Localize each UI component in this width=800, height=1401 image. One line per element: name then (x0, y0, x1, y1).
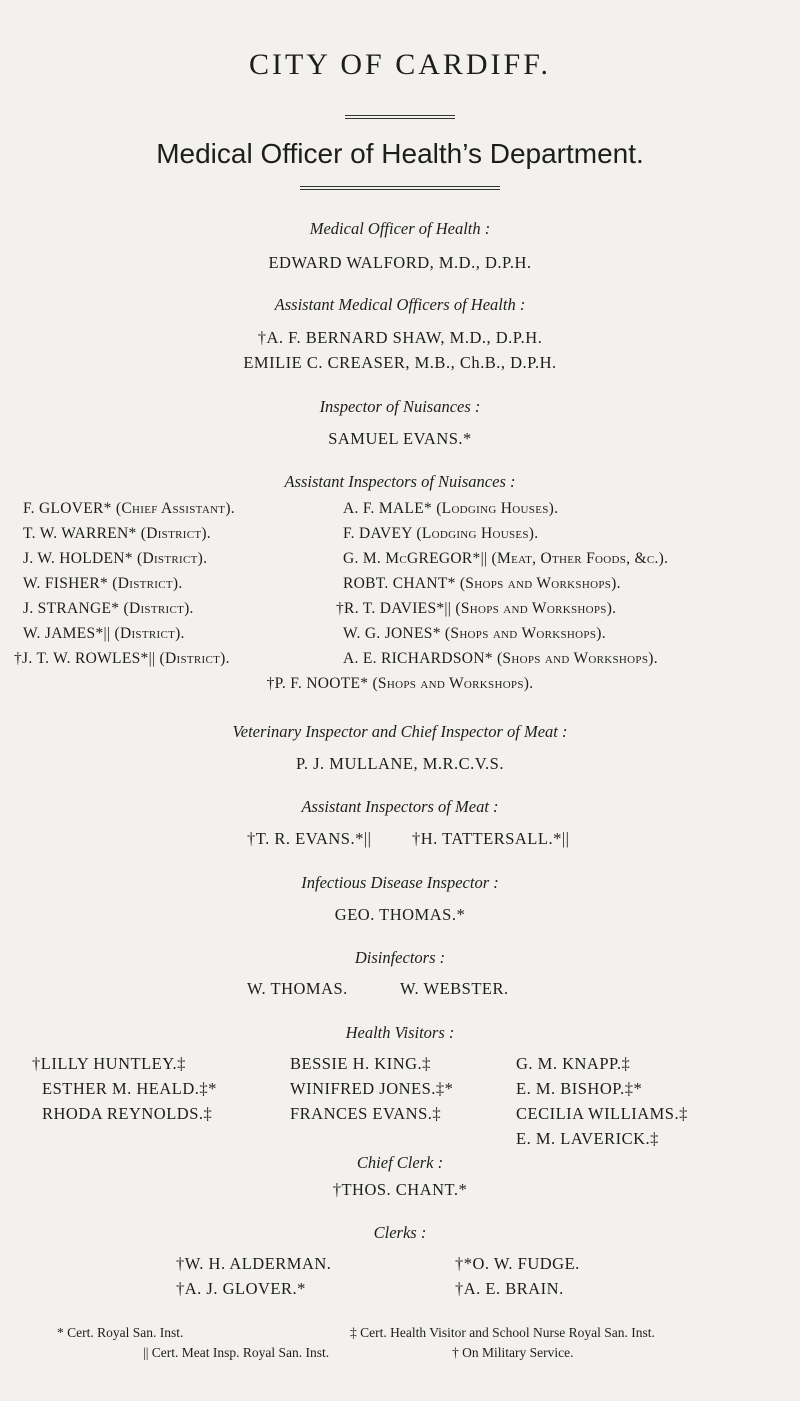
inspector-right-item: A. E. RICHARDSON* (Shops and Workshops). (343, 650, 658, 667)
inspector-right-item: W. G. JONES* (Shops and Workshops). (343, 625, 606, 642)
assistant-moh-label: Assistant Medical Officers of Health : (274, 295, 526, 314)
health-visitor-name: BESSIE H. KING.‡ (290, 1054, 431, 1073)
disinfector-name: W. THOMAS. (247, 979, 348, 998)
footnote: † On Military Service. (452, 1345, 574, 1360)
health-visitor-name: E. M. LAVERICK.‡ (516, 1129, 659, 1148)
health-visitor-name: E. M. BISHOP.‡* (516, 1079, 643, 1098)
chief-clerk-label: Chief Clerk : (356, 1153, 444, 1172)
moh-name: EDWARD WALFORD, M.D., D.P.H. (268, 253, 532, 272)
inspector-left-item: J. STRANGE* (District). (23, 600, 194, 617)
clerk-name: †A. E. BRAIN. (455, 1279, 564, 1298)
department-title: Medical Officer of Health’s Department. (156, 138, 644, 169)
assistant-inspectors-nuisances-label: Assistant Inspectors of Nuisances : (284, 472, 516, 491)
veterinary-label: Veterinary Inspector and Chief Inspector of Meat : (232, 722, 568, 741)
infectious-label: Infectious Disease Inspector : (301, 873, 499, 892)
disinfector-name: W. WEBSTER. (400, 979, 509, 998)
footnote: || Cert. Meat Insp. Royal San. Inst. (143, 1345, 330, 1360)
inspector-last-item: †P. F. NOOTE* (Shops and Workshops). (266, 675, 534, 692)
inspector-right-item: F. DAVEY (Lodging Houses). (343, 525, 539, 542)
clerks-label: Clerks : (373, 1223, 427, 1242)
inspector-nuisances-name: SAMUEL EVANS.* (328, 429, 472, 448)
inspector-right-item: ROBT. CHANT* (Shops and Workshops). (343, 575, 621, 592)
health-visitors-label: Health Visitors : (345, 1023, 455, 1042)
clerk-name: †*O. W. FUDGE. (455, 1254, 580, 1273)
inspector-right-item: †R. T. DAVIES*|| (Shops and Workshops). (336, 600, 617, 617)
health-visitor-name: CECILIA WILLIAMS.‡ (516, 1104, 688, 1123)
inspector-left-item: J. W. HOLDEN* (District). (23, 550, 208, 567)
divider (300, 189, 500, 190)
inspector-left-item: †J. T. W. ROWLES*|| (District). (14, 650, 230, 667)
footnote: ‡ Cert. Health Visitor and School Nurse Royal San. Inst. (350, 1325, 655, 1340)
clerk-name: †A. J. GLOVER.* (176, 1279, 306, 1298)
assistant-meat-label: Assistant Inspectors of Meat : (301, 797, 499, 816)
inspector-right-item: A. F. MALE* (Lodging Houses). (343, 500, 559, 517)
divider (300, 186, 500, 187)
assistant-meat-name: †T. R. EVANS.*|| (247, 829, 372, 848)
inspector-left-item: W. FISHER* (District). (23, 575, 183, 592)
city-title: CITY OF CARDIFF. (248, 48, 552, 81)
health-visitor-name: RHODA REYNOLDS.‡ (42, 1104, 213, 1123)
infectious-name: GEO. THOMAS.* (334, 905, 466, 924)
assistant-moh-name: EMILIE C. CREASER, M.B., Ch.B., D.P.H. (243, 353, 557, 372)
inspector-nuisances-label: Inspector of Nuisances : (319, 397, 481, 416)
disinfectors-label: Disinfectors : (354, 948, 446, 967)
inspector-left-item: W. JAMES*|| (District). (23, 625, 185, 642)
inspector-right-item: G. M. McGREGOR*|| (Meat, Other Foods, &c.). (343, 550, 669, 567)
divider (345, 115, 455, 116)
health-visitor-name: FRANCES EVANS.‡ (290, 1104, 442, 1123)
inspector-left-item: F. GLOVER* (Chief Assistant). (23, 500, 235, 517)
health-visitor-name: G. M. KNAPP.‡ (516, 1054, 631, 1073)
chief-clerk-name: †THOS. CHANT.* (332, 1180, 468, 1199)
divider (345, 118, 455, 119)
inspector-left-item: T. W. WARREN* (District). (23, 525, 211, 542)
health-visitor-name: ESTHER M. HEALD.‡* (42, 1079, 217, 1098)
footnote: * Cert. Royal San. Inst. (57, 1325, 184, 1340)
assistant-meat-name: †H. TATTERSALL.*|| (412, 829, 570, 848)
veterinary-name: P. J. MULLANE, M.R.C.V.S. (296, 754, 504, 773)
clerk-name: †W. H. ALDERMAN. (176, 1254, 332, 1273)
health-visitor-name: WINIFRED JONES.‡* (290, 1079, 454, 1098)
moh-label: Medical Officer of Health : (309, 219, 491, 238)
health-visitor-name: †LILLY HUNTLEY.‡ (32, 1054, 186, 1073)
assistant-moh-name: †A. F. BERNARD SHAW, M.D., D.P.H. (257, 328, 543, 347)
